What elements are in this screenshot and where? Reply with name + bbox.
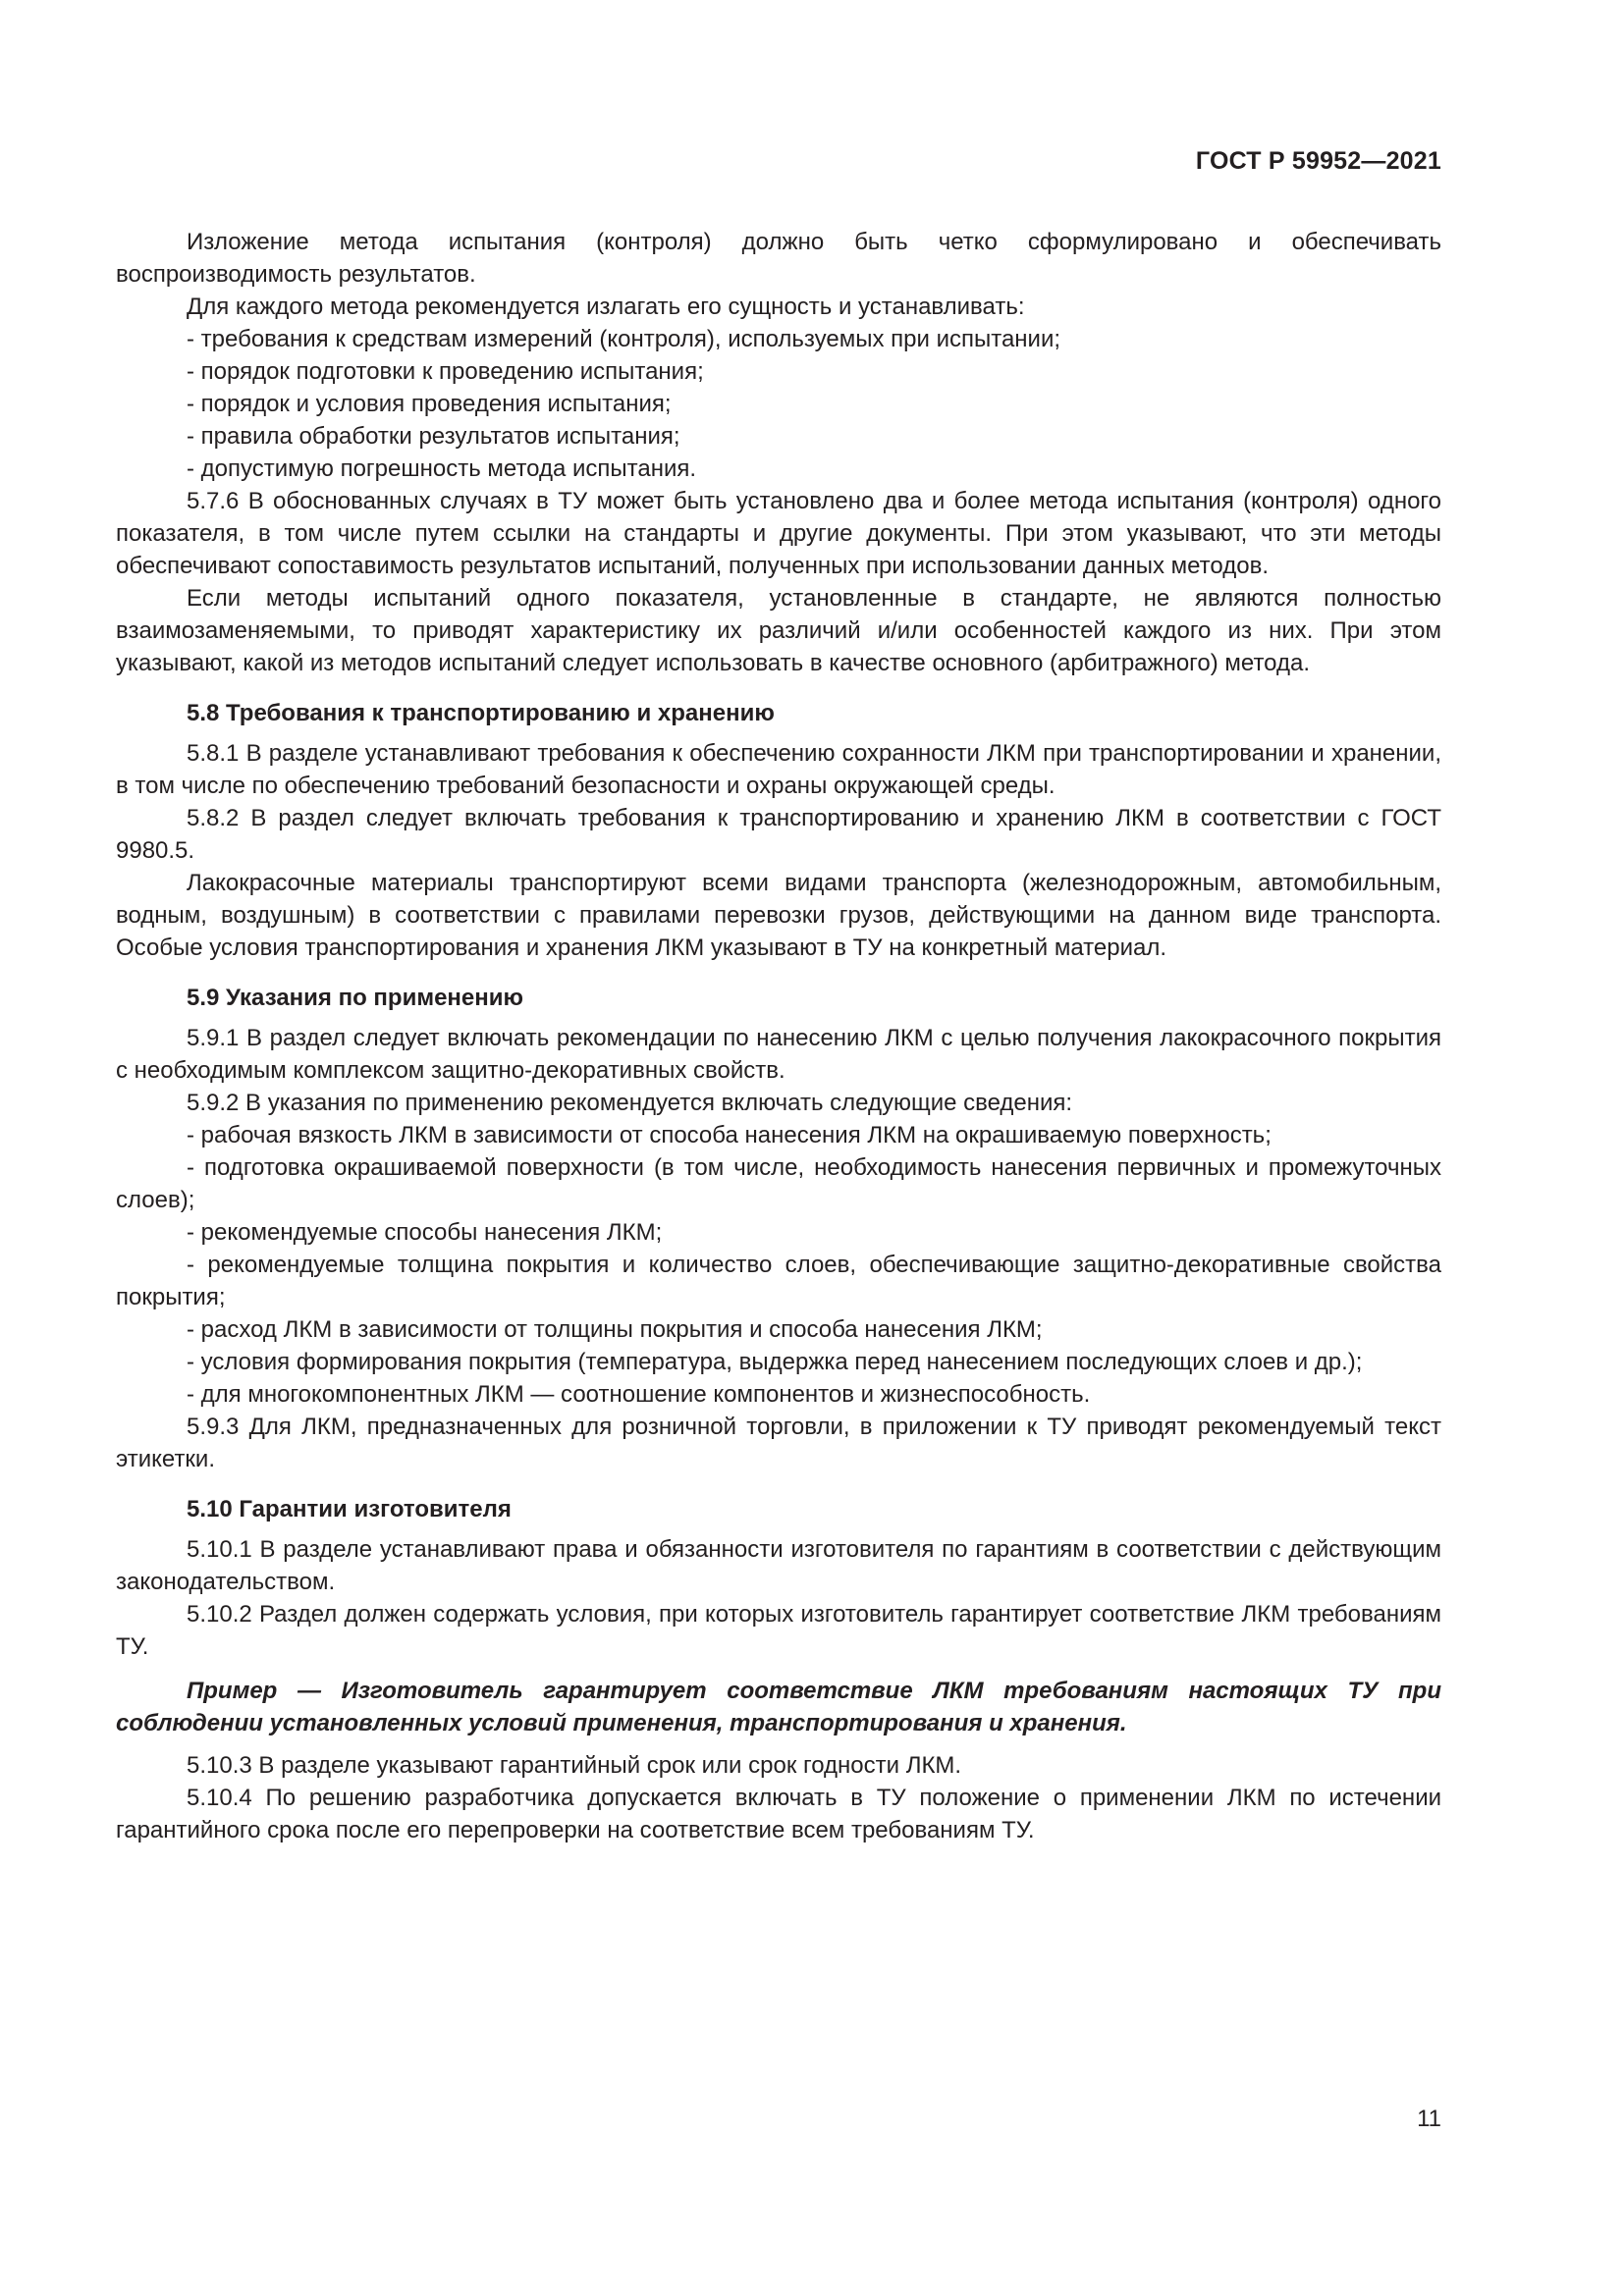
document-code: ГОСТ Р 59952—2021 — [1195, 147, 1441, 175]
paragraph: 5.8.1 В разделе устанавливают требования к обеспечению сохранности ЛКМ при транспортировании и хранении, в том числе по обеспечению требований безопасности и охраны окружающей среды. — [116, 740, 1441, 799]
paragraph: 5.8.2 В раздел следует включать требования к транспортированию и хранению ЛКМ в соответствии с ГОСТ 9980.5. — [116, 805, 1441, 864]
list-item: - порядок и условия проведения испытания; — [187, 391, 672, 417]
paragraph: 5.10.3 В разделе указывают гарантийный срок или срок годности ЛКМ. — [187, 1752, 962, 1779]
list-item: - рабочая вязкость ЛКМ в зависимости от способа нанесения ЛКМ на окрашиваемую поверхность; — [187, 1122, 1272, 1148]
paragraph: Если методы испытаний одного показателя, установленные в стандарте, не являются полностью взаимозаменяемыми, то приводят характеристику их различий и/или особенностей каждого из них. При этом указывают, какой из методов испытаний следует использовать в качестве основного (арбитражного) метода. — [116, 585, 1441, 676]
document-body — [116, 226, 1441, 1846]
list-item: - допустимую погрешность метода испытания. — [187, 455, 697, 482]
list-item: - порядок подготовки к проведению испытания; — [187, 358, 704, 385]
example-note: Пример — Изготовитель гарантирует соответствие ЛКМ требованиям настоящих ТУ при соблюдении установленных условий применения, транспортирования и хранения. — [116, 1678, 1441, 1736]
paragraph: 5.9.2 В указания по применению рекомендуется включать следующие сведения: — [187, 1090, 1073, 1116]
paragraph: Для каждого метода рекомендуется излагать его сущность и устанавливать: — [187, 294, 1025, 320]
paragraph: Изложение метода испытания (контроля) должно быть четко сформулировано и обеспечивать воспроизводимость результатов. — [116, 229, 1441, 288]
paragraph: 5.9.3 Для ЛКМ, предназначенных для розничной торговли, в приложении к ТУ приводят рекомендуемый текст этикетки. — [116, 1414, 1441, 1472]
section-heading-5-10: 5.10 Гарантии изготовителя — [187, 1496, 512, 1522]
list-item: - рекомендуемые толщина покрытия и количество слоев, обеспечивающие защитно-декоративные свойства покрытия; — [116, 1252, 1441, 1310]
list-item: - требования к средствам измерений (контроля), используемых при испытании; — [187, 326, 1061, 352]
paragraph: 5.10.2 Раздел должен содержать условия, при которых изготовитель гарантирует соответствие ЛКМ требованиям ТУ. — [116, 1601, 1441, 1660]
paragraph: 5.10.1 В разделе устанавливают права и обязанности изготовителя по гарантиям в соответствии с действующим законодательством. — [116, 1536, 1441, 1595]
list-item: - условия формирования покрытия (температура, выдержка перед нанесением последующих слоев и др.); — [187, 1349, 1363, 1375]
page-number: 11 — [1417, 2106, 1441, 2132]
paragraph: 5.9.1 В раздел следует включать рекомендации по нанесению ЛКМ с целью получения лакокрасочного покрытия с необходимым комплексом защитно-декоративных свойств. — [116, 1025, 1441, 1084]
list-item: - для многокомпонентных ЛКМ — соотношение компонентов и жизнеспособность. — [187, 1381, 1091, 1408]
list-item: - расход ЛКМ в зависимости от толщины покрытия и способа нанесения ЛКМ; — [187, 1316, 1043, 1343]
paragraph: 5.10.4 По решению разработчика допускается включать в ТУ положение о применении ЛКМ по истечении гарантийного срока после его перепроверки на соответствие всем требованиям ТУ. — [116, 1785, 1441, 1843]
list-item: - правила обработки результатов испытания; — [187, 423, 680, 450]
paragraph: 5.7.6 В обоснованных случаях в ТУ может быть установлено два и более метода испытания (контроля) одного показателя, в том числе путем ссылки на стандарты и другие документы. При этом указывают, что эти методы обеспечивают сопоставимость результатов испытаний, полученных при использовании данных методов. — [116, 488, 1441, 579]
list-item: - подготовка окрашиваемой поверхности (в том числе, необходимость нанесения первичных и промежуточных слоев); — [116, 1154, 1441, 1213]
list-item: - рекомендуемые способы нанесения ЛКМ; — [187, 1219, 663, 1246]
paragraph: Лакокрасочные материалы транспортируют всеми видами транспорта (железнодорожным, автомобильным, водным, воздушным) в соответствии с правилами перевозки грузов, действующими на данном виде транспорта. Особые условия транспортирования и хранения ЛКМ указывают в ТУ на конкретный материал. — [116, 870, 1441, 961]
section-heading-5-8: 5.8 Требования к транспортированию и хранению — [187, 700, 775, 726]
section-heading-5-9: 5.9 Указания по применению — [187, 985, 524, 1011]
